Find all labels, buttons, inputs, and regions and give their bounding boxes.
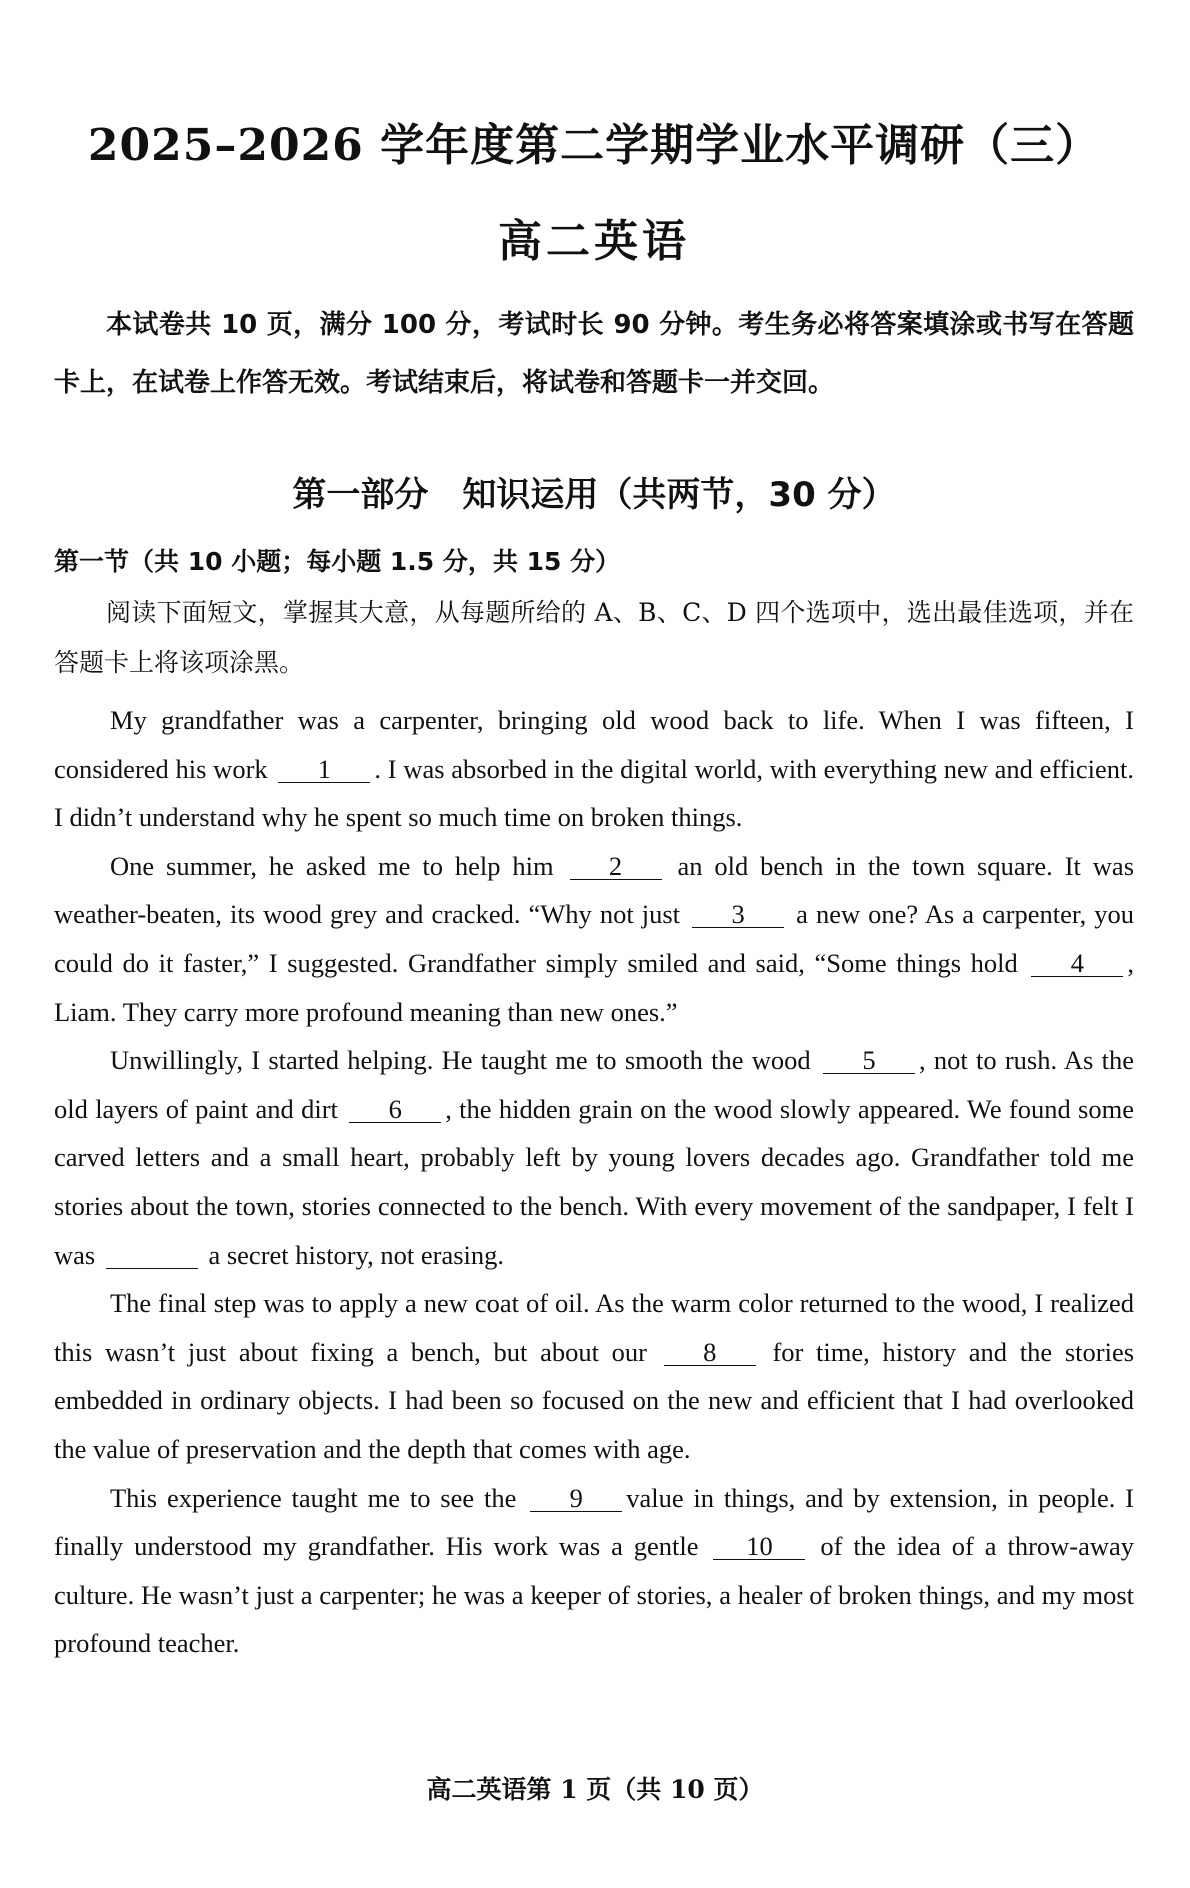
blank-7 xyxy=(106,1242,198,1269)
passage-paragraph-1 xyxy=(54,696,1134,842)
blank-4: 4 xyxy=(1031,950,1123,977)
passage-text: for time, history and the stories embedded in ordinary objects. I had been so focused on the new and efficient that I had overlooked the value of preservation and the depth that comes with age. xyxy=(54,1336,1135,1464)
passage-text: , not to rush. As the old layers of paint and dirt xyxy=(54,1045,1134,1124)
section1-heading: 第一节（共 10 小题；每小题 1.5 分，共 15 分） xyxy=(54,547,621,576)
passage-text: a secret history, not erasing. xyxy=(208,1239,505,1270)
blank-1: 1 xyxy=(278,756,370,783)
passage-paragraph-5 xyxy=(54,1474,1134,1668)
passage-paragraph-3 xyxy=(54,1036,1134,1279)
passage-text: One summer, he asked me to help him xyxy=(110,850,554,881)
blank-8: 8 xyxy=(664,1339,756,1366)
passage-text: My grandfather was a carpenter, bringing old wood back to life. When I was fifteen, I considered his work xyxy=(54,705,1134,784)
passage-text: value in things, and by extension, in people. I finally understood my grandfather. His work was a gentle xyxy=(54,1482,1135,1562)
passage-text: an old bench in the town square. It was weather-beaten, its wood grey and cracked. “Why not just xyxy=(54,850,1135,930)
blank-9: 9 xyxy=(530,1485,622,1512)
passage-paragraph-2 xyxy=(54,842,1134,1036)
part1-heading: 第一部分 知识运用（共两节，30 分） xyxy=(292,475,896,515)
exam-title: 2025–2026 学年度第二学期学业水平调研（三） xyxy=(87,120,1101,171)
blank-3: 3 xyxy=(692,901,784,928)
passage-text: , the hidden grain on the wood slowly appeared. We found some carved letters and a small heart, probably left by young lovers decades ago. Grandfather told me stories about the town, stories connected to the bench. With every movement of the sandpaper, I felt I was xyxy=(54,1093,1134,1270)
passage-text: , Liam. They carry more profound meaning than new ones.” xyxy=(54,947,1134,1027)
passage-text: a new one? As a carpenter, you could do it faster,” I suggested. Grandfather simply smiled and said, “Some things hold xyxy=(54,899,1135,978)
blank-6: 6 xyxy=(349,1096,441,1123)
passage-text: of the idea of a throw-away culture. He wasn’t just a carpenter; he was a keeper of stories, a healer of broken things, and my most profound teacher. xyxy=(54,1531,1135,1659)
passage-text: . I was absorbed in the digital world, with everything new and efficient. I didn’t understand why he spent so much time on broken things. xyxy=(54,753,1134,833)
passage-text: Unwillingly, I started helping. He taught me to smooth the wood xyxy=(110,1045,811,1076)
blank-5: 5 xyxy=(823,1047,915,1074)
passage-text: This experience taught me to see the xyxy=(110,1482,517,1513)
blank-2: 2 xyxy=(570,853,662,880)
section1-directions: 阅读下面短文，掌握其大意，从每题所给的 A、B、C、D 四个选项中，选出最佳选项，并在答题卡上将该项涂黑。 xyxy=(54,598,1134,677)
passage-text: The final step was to apply a new coat of oil. As the warm color returned to the wood, I realized this wasn’t just about fixing a bench, but about our xyxy=(54,1288,1134,1367)
exam-subject: 高二英语 xyxy=(498,216,690,267)
exam-instructions: 本试卷共 10 页，满分 100 分，考试时长 90 分钟。考生务必将答案填涂或书写在答题卡上，在试卷上作答无效。考试结束后，将试卷和答题卡一并交回。 xyxy=(54,310,1134,398)
page-footer: 高二英语第 1 页（共 10 页） xyxy=(426,1775,764,1804)
blank-10: 10 xyxy=(713,1533,805,1560)
cloze-passage xyxy=(54,696,1134,1668)
passage-paragraph-4 xyxy=(54,1279,1134,1473)
